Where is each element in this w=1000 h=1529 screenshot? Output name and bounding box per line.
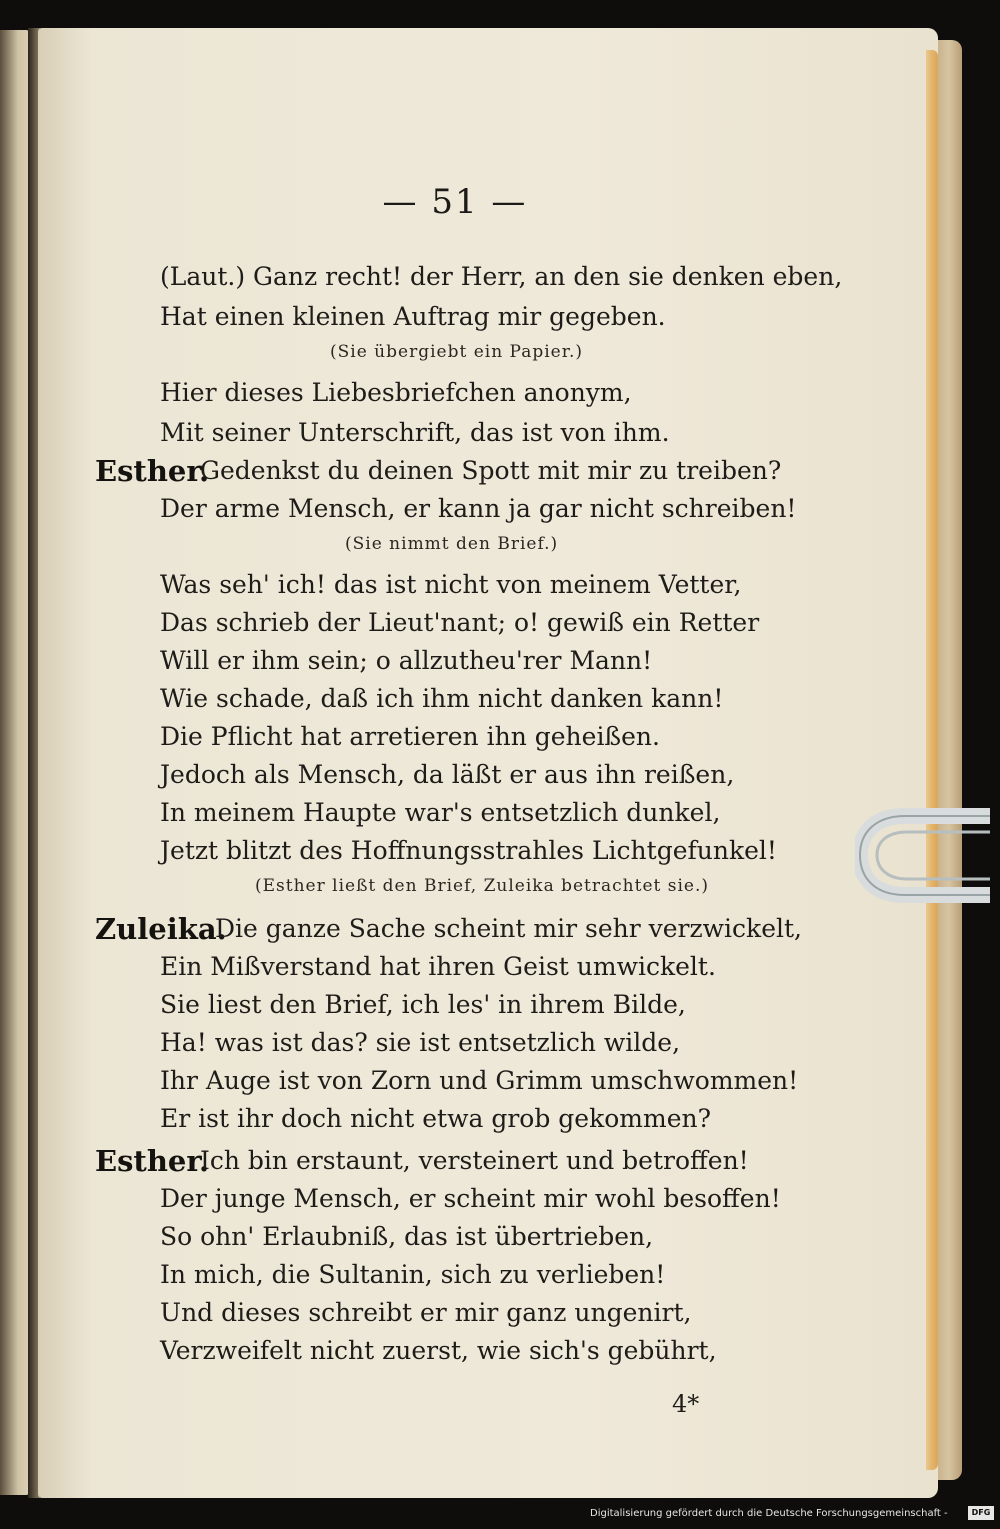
stage-direction: (Sie übergiebt ein Papier.) xyxy=(330,342,584,362)
stage-direction: (Sie nimmt den Brief.) xyxy=(345,534,559,554)
verse-line: Sie liest den Brief, ich les' in ihrem Bilde, xyxy=(160,990,686,1019)
verse-line: Er ist ihr doch nicht etwa grob gekommen? xyxy=(160,1104,712,1133)
left-page-edge xyxy=(0,30,30,1495)
verse-line: Gedenkst du deinen Spott mit mir zu treiben? xyxy=(200,456,782,485)
speaker-name: Esther. xyxy=(95,1144,210,1178)
verse-line: So ohn' Erlaubniß, das ist übertrieben, xyxy=(160,1222,654,1251)
verse-line: Hier dieses Liebesbriefchen anonym, xyxy=(160,378,632,407)
verse-line: Der junge Mensch, er scheint mir wohl besoffen! xyxy=(160,1184,781,1213)
verse-line: Was seh' ich! das ist nicht von meinem Vetter, xyxy=(160,570,742,599)
verse-line: In mich, die Sultanin, sich zu verlieben! xyxy=(160,1260,666,1289)
verse-line: Das schrieb der Lieut'nant; o! gewiß ein Retter xyxy=(160,608,760,637)
verse-line: Ein Mißverstand hat ihren Geist umwickelt. xyxy=(160,952,716,981)
verse-line: Ihr Auge ist von Zorn und Grimm umschwommen! xyxy=(160,1066,799,1095)
verse-line: Der arme Mensch, er kann ja gar nicht schreiben! xyxy=(160,494,797,523)
verse-line: Und dieses schreibt er mir ganz ungenirt, xyxy=(160,1298,692,1327)
verse-line: Jedoch als Mensch, da läßt er aus ihn reißen, xyxy=(160,760,735,789)
dfg-logo: DFG xyxy=(968,1506,994,1520)
page-stack-edge xyxy=(936,40,962,1480)
page-number: — 51 — xyxy=(382,182,528,222)
speaker-name: Esther. xyxy=(95,454,210,488)
verse-line: (Laut.) Ganz recht! der Herr, an den sie denken eben, xyxy=(160,262,843,291)
verse-line: Will er ihm sein; o allzutheu'rer Mann! xyxy=(160,646,653,675)
verse-line: Verzweifelt nicht zuerst, wie sich's gebührt, xyxy=(160,1336,717,1365)
verse-line: Die ganze Sache scheint mir sehr verzwickelt, xyxy=(215,914,802,943)
verse-line: Mit seiner Unterschrift, das ist von ihm. xyxy=(160,418,670,447)
verse-line: Ich bin erstaunt, versteinert und betroffen! xyxy=(200,1146,749,1175)
stage-direction: (Esther ließt den Brief, Zuleika betrachtet sie.) xyxy=(255,876,709,896)
verse-line: Jetzt blitzt des Hoffnungsstrahles Lichtgefunkel! xyxy=(160,836,777,865)
verse-line: Ha! was ist das? sie ist entsetzlich wilde, xyxy=(160,1028,681,1057)
page-edge-orange xyxy=(926,50,938,1470)
paper-clip-icon xyxy=(855,808,990,903)
digitization-credit: Digitalisierung gefördert durch die Deutsche Forschungsgemeinschaft - xyxy=(590,1508,948,1519)
speaker-name: Zuleika. xyxy=(95,912,227,946)
signature-mark: 4* xyxy=(672,1390,700,1418)
verse-line: Die Pflicht hat arretieren ihn geheißen. xyxy=(160,722,660,751)
verse-line: Hat einen kleinen Auftrag mir gegeben. xyxy=(160,302,666,331)
verse-line: Wie schade, daß ich ihm nicht danken kann! xyxy=(160,684,724,713)
verse-line: In meinem Haupte war's entsetzlich dunkel, xyxy=(160,798,721,827)
